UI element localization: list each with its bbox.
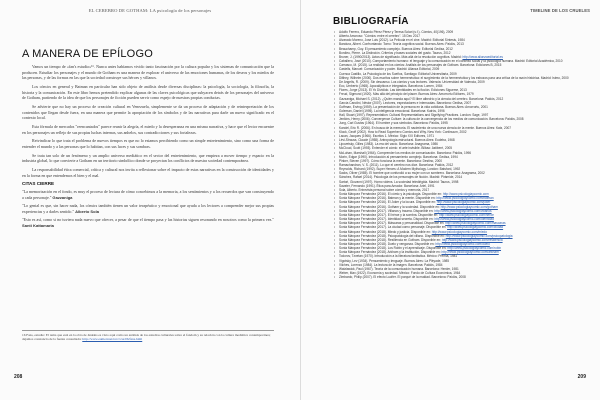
entry-text: McCloud, Scott (1993). Entender el cómic: el arte invisible. Bilbao: Astiberri, 2005 bbox=[339, 146, 452, 151]
entry-text: Bordieu, Pierre. La Distinción. Criterios y bases sociales del gusto. Taurus, 2012 bbox=[339, 50, 451, 55]
entry-text: Bandura, Albert. Confrontando: Tomo: Teoría cognitiva social. Buenos Aires: Paidós, 2013 bbox=[339, 42, 464, 47]
entry-text: Sacks, Oliver (1985). El hombre que confundió a su mujer con un sombrero. Barcelona: Anagrama, 2002 bbox=[339, 171, 485, 176]
entry-text: De Angelis, R. (2009). Sin descanso. Los cómics y sus lectores. Valencia: Universidad de Valencia, 2009 bbox=[339, 79, 485, 84]
closing-quote bbox=[22, 189, 274, 200]
entry-text: Sonia Márquez Fernández (2018). Duelo y venganza. Disponible en: bbox=[339, 241, 436, 246]
paragraph: Se trata tan solo de un fenómeno y un amplio universo mediático en el sector del entretenimiento, que empieza a mover tiempo y espacio en la industria global, lo que convierte a Gotham en un territorio simbólico donde se proyectan los conflictos de nuestra sociedad contemporánea. bbox=[22, 152, 274, 164]
entry-text: Flores, Jorge (2013). El Yo Dividido. Las identidades en la ficción. Ediciones Sigueme, 2013 bbox=[339, 88, 467, 93]
entry-text: Sonia Márquez Fernández (2017). La ciudad como personaje. Disponible en: bbox=[339, 225, 448, 230]
entry-text: García Canclini, Néstor (2007). Lectores, espectadores e internautas. Barcelona: Gedisa, 2007 bbox=[339, 100, 472, 105]
entry-text: Kandel, Eric R. (2006). En busca de la memoria. El nacimiento de una nueva ciencia de la mente. Buenos Aires: Katz, 2007 bbox=[339, 125, 511, 130]
entry-text: Lipovetsky, Gilles (1983). La era del vacío. Barcelona: Anagrama, 1986 bbox=[339, 142, 438, 147]
entry-text: Jenkins, Henry (2006). Convergence Culture: la cultura de la convergencia de los medios de comunicación. Barcelona: Paidós, 2008 bbox=[339, 117, 524, 122]
page-number-right: 209 bbox=[577, 374, 586, 380]
entry-text: Bruner, J. (1990/2013). Actos de significado. Más allá de la revolución cognitiva. Madrid: bbox=[339, 54, 463, 59]
paragraph: Los cómics en general y Batman en particular han sido objeto de análisis desde diversas disciplinas: la psicología, la sociología, la filosofía, la historia y la comunicación. En este libro hemos pretendido explicar algunas de las claves psicológicas que subyacen detrás de los personajes del universo de Gotham, partiendo de la idea de que los personajes de ficción pueden servir como espejo de nuestras propias conductas. bbox=[22, 83, 274, 101]
entry-text: Alberto Amoroso: "Cómics: entre el cerebro". 15 Dec 2017 bbox=[339, 34, 420, 39]
entry-text: Reynolds, Richard (1992). Super Heroes: A Modern Mythology. London: Batsford, 1992 bbox=[339, 167, 461, 172]
section-label-quotes: CITAS CIERRE bbox=[22, 181, 55, 187]
quote-text: "La memorización en el fondo, es muy el proceso de lectura de cómo concebimos a la memoria, a los sentimientos y a los recuerdos que van construyendo a cada personaje." bbox=[22, 189, 274, 200]
entry-text: Ramachandran, V. S. (2011). Lo que el cerebro nos dice. Barcelona: Paidós, 2012 bbox=[339, 163, 454, 167]
entry-text: Eco, Umberto (1965). Apocalípticos e integrados. Barcelona: Lumen, 1984 bbox=[339, 84, 443, 89]
page-number-left: 208 bbox=[14, 374, 23, 380]
entry-text: Sonia Márquez Fernández (2017). Villanos y trauma. Disponible en: bbox=[339, 208, 435, 213]
entry-text: Jung, Carl Gustav (1964). El hombre y sus símbolos. Barcelona: Paidós, 1995 bbox=[339, 121, 448, 126]
entry-text: Vigotsky, Lev (1934). Pensamiento y lenguaje. Buenos Aires: La Pléyade, 1985 bbox=[339, 258, 450, 263]
entry-text: Zimbardo, Philip (2007). El efecto Lucifer. El porqué de la maldad. Barcelona: Paidós, 2008 bbox=[339, 275, 466, 280]
quote-text: "Esto es así, como si no tuviera nada nuevo que ofrecer, a pesar de que el tiempo pasa y las historias siguen resonando en nosotros como la primera vez." bbox=[22, 217, 274, 223]
entry-text: Gazzaniga, Michael S. (2012). ¿Quién manda aquí? El libre albedrío y la ciencia del cerebro. Barcelona: Paidós, 2012 bbox=[339, 96, 504, 101]
entry-text: Sartori, Giovanni (1997). Homo videns. La sociedad teledirigida. Madrid: Taurus, 1998 bbox=[339, 179, 459, 184]
entry-link[interactable]: http://www.alianzaeditorial.es bbox=[462, 54, 503, 59]
entry-link[interactable]: http://www.psicologiaycomic.com/mascaras bbox=[445, 221, 506, 226]
entry-text: Sonia Márquez Fernández (2018). Miedo y justicia. Disponible en: bbox=[339, 229, 432, 234]
entry-link[interactable]: http://www.psicologiaycomic.com/miedo bbox=[431, 229, 488, 234]
footnote-link[interactable]: http://www.eumed.net/rev/ccss/06/fans.html bbox=[82, 337, 143, 342]
entry-link[interactable]: http://www.psicologiaycomic.com/psicopatologia bbox=[445, 233, 513, 238]
bibliography-title: BIBLIOGRAFÍA bbox=[333, 16, 409, 27]
bibliography-entry bbox=[339, 275, 595, 279]
entry-text: Sonia Márquez Fernández (2016). El cómic y la psicología. Disponible en: bbox=[339, 192, 443, 197]
entry-text: Sonia Márquez Fernández (2017). El héroe y la sombra. Disponible en: bbox=[339, 212, 440, 217]
bibliography-list bbox=[333, 30, 595, 279]
quote-attribution: Gazzaniga bbox=[52, 194, 73, 200]
entry-link[interactable]: http://www.psicologiaycomic.com/joker bbox=[436, 200, 491, 205]
entry-link[interactable]: http://www.psicologiaycomic.com/arkham bbox=[441, 250, 499, 255]
entry-text: Goleman, Daniel (1995). La inteligencia emocional. Barcelona: Kairós, 1996 bbox=[339, 108, 445, 113]
entry-text: Vilches, Lorenzo (1984). La lectura de la imagen. Barcelona: Paidós, 1984 bbox=[339, 262, 443, 267]
paragraph: Se advierte que no hay un proceso de creación cultural en Venezuela, simplemente se da un proceso de adaptación y de reinterpretación de los contenidos que llegan desde fuera, en una manera que permite la apropiación de los símbolos y de las narrativas para darle un nuevo significado en el contexto local. bbox=[22, 103, 274, 121]
running-header-right: TIMELINE DE LOS CRUELES bbox=[530, 8, 590, 13]
entry-text: Cuenca Castillo, La Psicología de los Sueños, Santiago: Editorial Universitaria, 2009 bbox=[339, 71, 457, 76]
entry-text: Klock, Geoff (2002). How to Read Superhero Comics and Why. New York: Continuum, 2002 bbox=[339, 129, 467, 134]
entry-text: Sonia Márquez Fernández (2017). Identidad secreta. Disponible en: bbox=[339, 217, 435, 222]
entry-link[interactable]: http://www.psicologiaycomic.com/robin bbox=[447, 246, 502, 251]
chapter-title: A MANERA DE EPÍLOGO bbox=[22, 48, 153, 60]
entry-link[interactable]: http://www.psicologiaycomic.com/heroe bbox=[439, 212, 494, 217]
entry-link[interactable]: http://www.psicologiaycomic.com/batman bbox=[436, 196, 494, 201]
entry-text: Sonia Márquez Fernández (2018). Arkham y la institución. Disponible en: bbox=[339, 250, 442, 255]
entry-link[interactable]: http://www.psicologiaycomic.com bbox=[442, 192, 489, 197]
quote-attribution: Alberto Sola bbox=[75, 208, 99, 214]
entry-text: Goffman, Erving (1959). La presentación de la persona en la vida cotidiana. Buenos Aires: Amorrortu, 2001 bbox=[339, 104, 488, 109]
entry-text: Todorov, Tzvetan (1970). Introducción a la literatura fantástica. México: Premia, 1981 bbox=[339, 254, 458, 259]
entry-link[interactable]: http://www.psicologiaycomic.com/ciudad bbox=[447, 225, 504, 230]
entry-text: McLuhan, Marshall (1964). Comprender los medios de comunicación. Barcelona: Paidós, 1996 bbox=[339, 150, 471, 155]
footnote-text: Fans, estudio: El tema que está en la obra de Jenkins es visto aquí como un análisis de los estudios culturales sobre el fandom y su relación con la cultura mediática contemporánea; dejamos constancia de la fuente consultada: bbox=[22, 333, 271, 342]
entry-text: Sánchez, Rafael (2014). Psicología de los personajes de ficción. Madrid: Pirámide, 2014 bbox=[339, 175, 463, 180]
quote-attribution: Santi Kattamaria bbox=[22, 222, 54, 228]
entry-link[interactable]: http://www.psicologiaycomic.com/resiliencia bbox=[441, 237, 503, 242]
entry-link[interactable]: http://www.psicologiaycomic.com/duelo bbox=[435, 241, 490, 246]
entry-text: Adolfo Ferrero, Eduardo Pérez Pérez y Teresa Solari (s.f.). Cómics, 40(196), 2009 bbox=[339, 30, 454, 34]
entry-text: Beauchamp, Guy. El pensamiento complejo. Buenos Aires: Editorial Gedisa, 2012 bbox=[339, 46, 453, 51]
entry-text: Sola, Alberto. Entrevista personal sobre cómics y memoria, 2017 bbox=[339, 187, 430, 192]
epilogue-body bbox=[22, 64, 274, 232]
entry-text: Sonia Márquez Fernández (2016). El Joker y la locura. Disponible en: bbox=[339, 200, 437, 205]
entry-text: Morin, Edgar (1990). Introducción al pensamiento complejo. Barcelona: Gedisa, 1994 bbox=[339, 154, 458, 159]
entry-link[interactable]: http://www.psicologiaycomic.com/identidad bbox=[434, 217, 494, 222]
entry-text: Castells, Manuel: Comunicación y poder. Madrid: Alianza Editorial, 2009 bbox=[339, 67, 440, 72]
entry-text: Hall, Stuart (1997). Representation: Cultural Representations and Signifying Practices. London: Sage, 1997 bbox=[339, 113, 489, 118]
entry-text: Dilthey, Wilhelm (2000). Dos escritos sobre hermenéutica: el surgimiento de la hermenéutica y los esbozos para una crítica de la razón histórica. Madrid: Istmo, 2000 bbox=[339, 75, 569, 80]
entry-text: Alvarado Moreno, Jose Luis (2012). La Película en el cine. Madrid: Editorial Síntesis, 1984 bbox=[339, 38, 465, 43]
entry-text: Caballero, José (2010). Comportamiento humano: el lenguaje y la comunicación en el contexto social y la psicología humana. Madrid: Editorial Académica, 2010 bbox=[339, 59, 563, 64]
paragraph: La responsabilidad ética comercial, crítica y cultural nos invita a reflexionar sobre el impacto de estas narrativas en la construcción de identidades y en la forma en que entendemos el bien y el mal. bbox=[22, 167, 274, 178]
entry-text: Watzlawick, Paul (1967). Teoría de la comunicación humana. Barcelona: Herder, 1981 bbox=[339, 266, 459, 271]
footnote-number: 16 bbox=[22, 333, 26, 337]
paragraph: Vamos un tiempo de «fan's estudio»¹⁶. Nunca antes habíamos vivido tanto fascinación por la cultura popular y los sistemas de comunicación que la producen. Estudiar los personajes y el mundo de Gotham es una manera de explorar el universo de las emociones humanas, de los deseos y los miedos de las personas, y de las formas en las que la sociedad construye sus héroes y villanos. bbox=[22, 64, 274, 81]
entry-text: Lacan, Jacques (1966). Escritos 1. México: Siglo XXI Editores, 1971 bbox=[339, 133, 434, 138]
footnote bbox=[22, 330, 274, 342]
right-page bbox=[300, 0, 600, 400]
entry-text: Sonia Márquez Fernández (2016). Gotham y la sociedad. Disponible en: bbox=[339, 204, 441, 209]
running-header-left: EL CEREBRO DE GOTHAM: LA psicología de los personajes bbox=[88, 8, 212, 13]
entry-text: Carrasco, M. (2015). La realidad en los cómics: Análisis de los personajes de Gotham. Barcelona: Ediciones B, 2015 bbox=[339, 63, 502, 68]
paragraph: Esta fórmula de mercados "reencantados" parece reunir la alegría, el miedo y la desesperanza en una misma narrativa, y hace que el lector encuentre en los personajes un reflejo de sus propias luchas internas, sus anhelos, sus contradicciones y sus fortalezas. bbox=[22, 123, 274, 135]
entry-text: Weber, Max (1922). Economía y sociedad. México: Fondo de Cultura Económica, 1964 bbox=[339, 271, 461, 276]
entry-text: Lévi-Strauss, Claude (1958). Antropología estructural. Buenos Aires: Eudeba, 1968 bbox=[339, 138, 455, 143]
entry-text: Freud, Sigmund (1920). Más allá del principio del placer. Buenos Aires: Amorrortu Editores, 1979 bbox=[339, 92, 474, 97]
entry-text: Sonia Márquez Fernández (2018). Resiliencia en Gotham. Disponible en: bbox=[339, 237, 442, 242]
entry-link[interactable]: http://www.psicologiaycomic.com/gotham bbox=[440, 204, 498, 209]
entry-text: Sonia Márquez Fernández (2018). Psicopatología del villano. Disponible en: bbox=[339, 233, 446, 238]
quote-text: "Lo genial es que, sin hacer nada, los cómics también tienen un valor terapéutico y emocional que ayuda a los lectores a comprender mejor sus propias experiencias y a darles sentido." bbox=[22, 203, 274, 214]
entry-link[interactable]: http://www.psicologiaycomic.com/villanos bbox=[434, 208, 492, 213]
entry-text: Sonia Márquez Fernández (2018). Los Robin y el aprendizaje. Disponible en: bbox=[339, 246, 448, 251]
paragraph: Reivindicar lo que trata el problema de nuevos tiempos es que no lo estamos percibiendo como un simple entretenimiento, sino como una forma de entender el mundo y a las personas que lo habitan, con sus luces y sus sombras. bbox=[22, 138, 274, 149]
entry-text: Sonia Márquez Fernández (2017). Máscaras y personalidad. Disponible en: bbox=[339, 221, 446, 226]
closing-quote bbox=[22, 217, 274, 228]
entry-text: Sonia Márquez Fernández (2016). Batman y la mente. Disponible en: bbox=[339, 196, 437, 201]
closing-quote bbox=[22, 203, 274, 214]
entry-text: Savater, Fernando (1991). Ética para Amador. Barcelona: Ariel, 1991 bbox=[339, 183, 435, 188]
entry-text: Pinker, Steven (1997). Cómo funciona la mente. Barcelona: Destino, 2000 bbox=[339, 158, 443, 163]
